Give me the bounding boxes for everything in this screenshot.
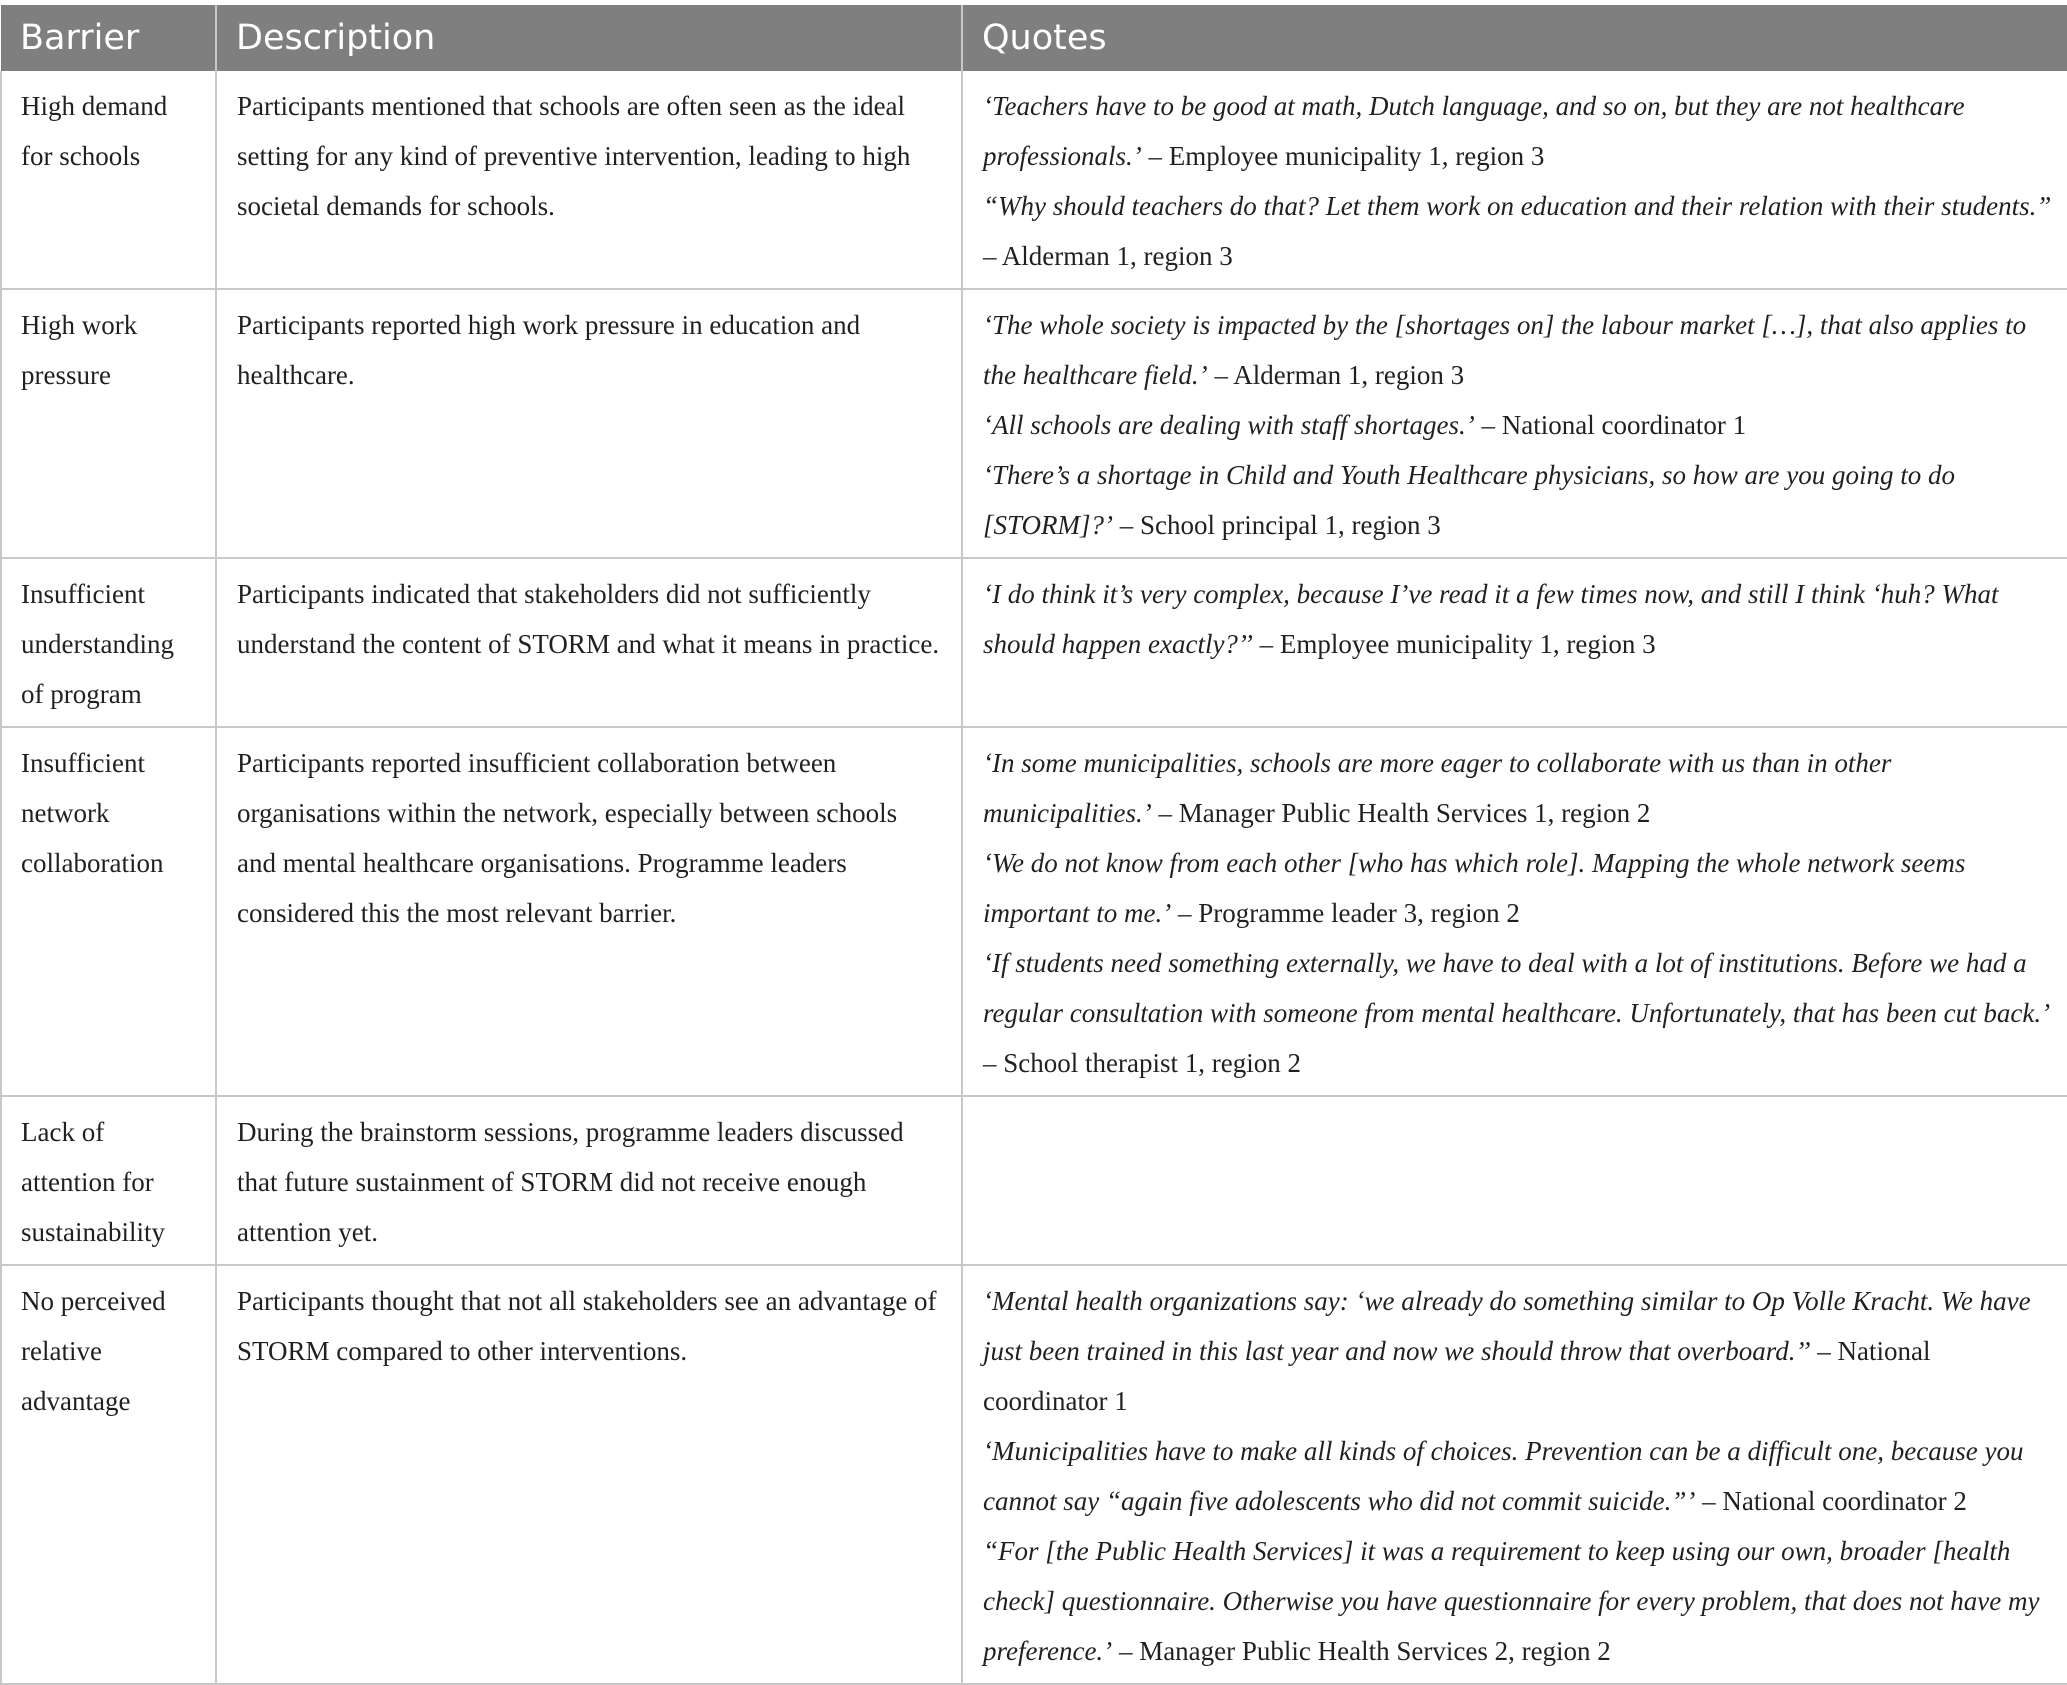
quote — [983, 1276, 2053, 1426]
quote-text: ‘I do think it’s very complex, because I’ve read it a few times now, and still I think ‘huh? What should happen exactly?’’ — [983, 579, 1999, 659]
quote-text: ‘There’s a shortage in Child and Youth Healthcare physicians, so how are you going to do [STORM]?’ — [983, 460, 1955, 540]
header-barrier: Barrier — [1, 5, 216, 71]
table-row — [1, 71, 2067, 289]
table-body — [1, 71, 2067, 1684]
quote — [983, 181, 2053, 281]
barrier-cell: High demand for schools — [1, 71, 216, 289]
quote-text: ‘Mental health organizations say: ‘we already do something similar to Op Volle Kracht. We have just been trained in this last year and now we should throw that overboard.’’ — [983, 1286, 2031, 1366]
quote-text: ‘Municipalities have to make all kinds of choices. Prevention can be a difficult one, because you cannot say “again five adolescents who did not commit suicide.”’ — [983, 1436, 2024, 1516]
quote-text: ‘All schools are dealing with staff shortages.’ — [983, 410, 1475, 440]
quote-attribution: – Alderman 1, region 3 — [1207, 360, 1465, 390]
barrier-cell: Insufficient understanding of program — [1, 558, 216, 727]
quote-attribution: – Employee municipality 1, region 3 — [1141, 141, 1545, 171]
quote-text: “For [the Public Health Services] it was a requirement to keep using our own, broader [health check] questionnaire. Otherwise you have questionnaire for every problem, that does not have my preference.’ — [983, 1536, 2040, 1666]
table-row — [1, 289, 2067, 558]
quote — [983, 400, 2053, 450]
quote-attribution: – National coordinator 1 — [1474, 410, 1747, 440]
quote — [983, 738, 2053, 838]
quote-attribution: – School therapist 1, region 2 — [983, 1048, 1301, 1078]
quote-attribution: – Employee municipality 1, region 3 — [1252, 629, 1656, 659]
quotes-cell — [962, 71, 2067, 289]
quotes-cell — [962, 1096, 2067, 1265]
table-header — [1, 5, 2067, 71]
description-cell: Participants reported high work pressure in education and healthcare. — [216, 289, 962, 558]
description-cell: Participants thought that not all stakeholders see an advantage of STORM compared to other interventions. — [216, 1265, 962, 1684]
quote — [983, 81, 2053, 181]
quote-text: ‘The whole society is impacted by the [shortages on] the labour market […], that also applies to the healthcare field.’ — [983, 310, 2027, 390]
quote-attribution: – School principal 1, region 3 — [1113, 510, 1441, 540]
quote — [983, 938, 2053, 1088]
description-cell: During the brainstorm sessions, programme leaders discussed that future sustainment of STORM did not receive enough attention yet. — [216, 1096, 962, 1265]
table-row — [1, 727, 2067, 1096]
quote — [983, 1526, 2053, 1676]
barriers-table — [0, 5, 2067, 1685]
quote-attribution: – Manager Public Health Services 1, region 2 — [1151, 798, 1651, 828]
barrier-cell: Lack of attention for sustainability — [1, 1096, 216, 1265]
quotes-cell — [962, 1265, 2067, 1684]
quote — [983, 300, 2053, 400]
quote-attribution: – Programme leader 3, region 2 — [1171, 898, 1520, 928]
description-cell: Participants indicated that stakeholders did not sufficiently understand the content of STORM and what it means in practice. — [216, 558, 962, 727]
quote-text: ‘In some municipalities, schools are more eager to collaborate with us than in other municipalities.’ — [983, 748, 1892, 828]
table-row — [1, 1265, 2067, 1684]
table-row — [1, 1096, 2067, 1265]
quotes-cell — [962, 727, 2067, 1096]
quotes-cell — [962, 289, 2067, 558]
quote-attribution: – National coordinator 2 — [1695, 1486, 1967, 1516]
quote-attribution: – National coordinator 1 — [983, 1336, 1931, 1416]
quote — [983, 838, 2053, 938]
barrier-cell: Insufficient network collaboration — [1, 727, 216, 1096]
quote-attribution: – Alderman 1, region 3 — [983, 241, 1233, 271]
quote — [983, 569, 2053, 669]
header-quotes: Quotes — [962, 5, 2067, 71]
quote-text: ‘We do not know from each other [who has which role]. Mapping the whole network seems important to me.’ — [983, 848, 1966, 928]
header-row — [1, 5, 2067, 71]
quote-text: ‘If students need something externally, we have to deal with a lot of institutions. Before we had a regular consultation with someone from mental healthcare. Unfortunately, that has been cut back.’ — [983, 948, 2051, 1028]
table-row — [1, 558, 2067, 727]
description-cell: Participants mentioned that schools are often seen as the ideal setting for any kind of preventive intervention, leading to high societal demands for schools. — [216, 71, 962, 289]
barrier-cell: High work pressure — [1, 289, 216, 558]
barrier-cell: No perceived relative advantage — [1, 1265, 216, 1684]
quote-text: ‘Teachers have to be good at math, Dutch language, and so on, but they are not healthcare professionals.’ — [983, 91, 1965, 171]
quote — [983, 1426, 2053, 1526]
quote-text: “Why should teachers do that? Let them work on education and their relation with their students.” — [983, 191, 2052, 221]
quote-attribution: – Manager Public Health Services 2, region 2 — [1112, 1636, 1611, 1666]
description-cell: Participants reported insufficient collaboration between organisations within the network, especially between schools and mental healthcare organisations. Programme leaders considered this the most relevant barrier. — [216, 727, 962, 1096]
header-description: Description — [216, 5, 962, 71]
quote — [983, 450, 2053, 550]
quotes-cell — [962, 558, 2067, 727]
